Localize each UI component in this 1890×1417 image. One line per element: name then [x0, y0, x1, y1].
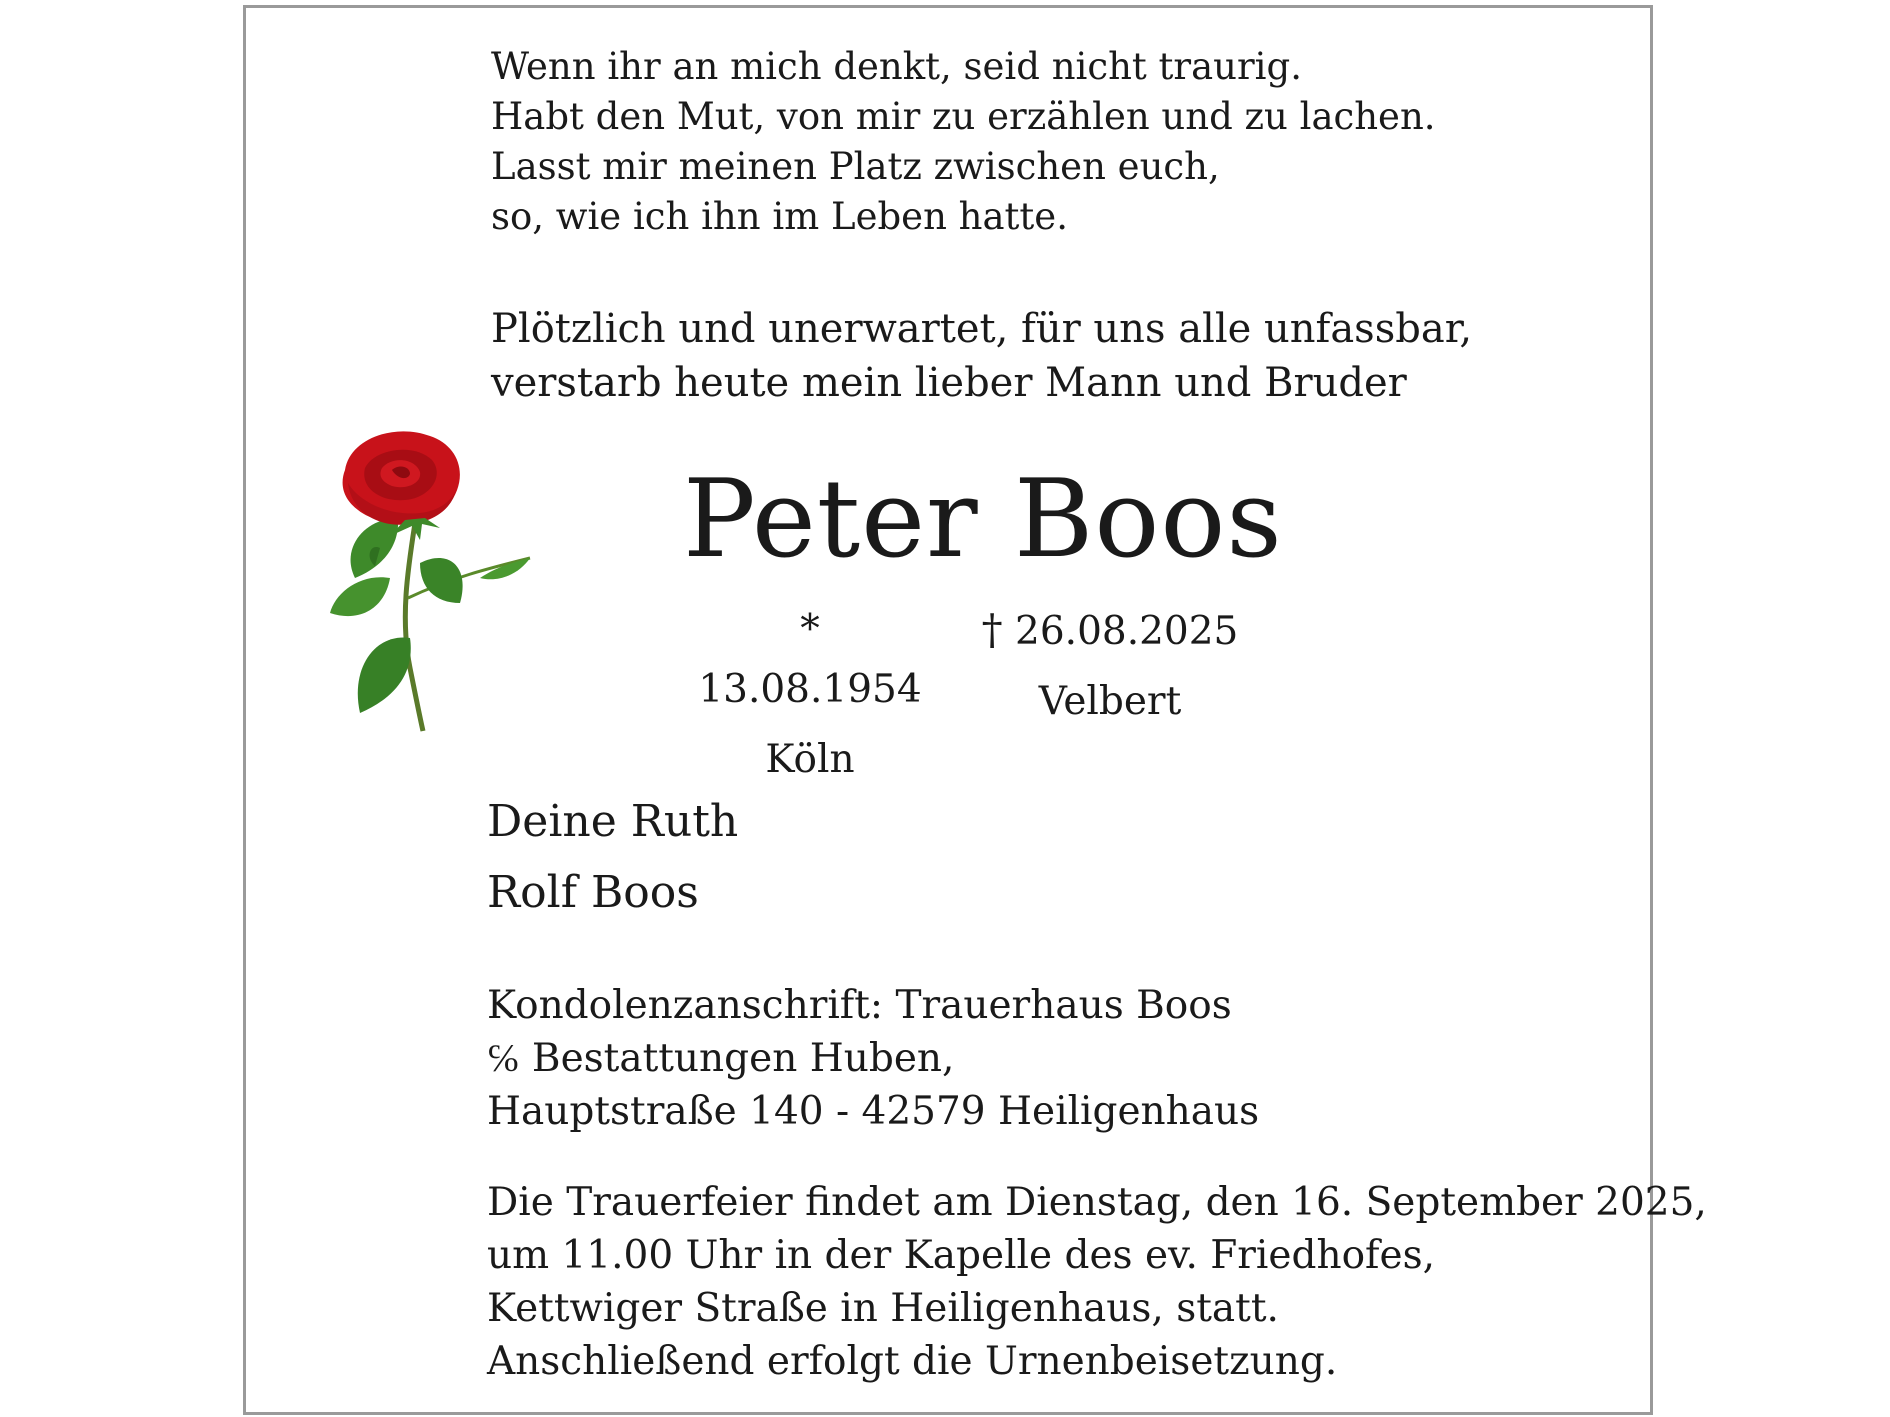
- death-date: 26.08.2025: [1015, 609, 1239, 654]
- deceased-name: Peter Boos: [683, 457, 1283, 582]
- rose-icon: [320, 428, 540, 733]
- ceremony-line: um 11.00 Uhr in der Kapelle des ev. Friedhofes,: [487, 1233, 1435, 1278]
- address-line: Hauptstraße 140 - 42579 Heiligenhaus: [487, 1089, 1260, 1134]
- ceremony-line: Anschließend erfolgt die Urnenbeisetzung.: [487, 1339, 1338, 1384]
- death-info: [980, 600, 1240, 732]
- poem-line: Wenn ihr an mich denkt, seid nicht traurig.: [491, 45, 1302, 88]
- death-date-line: [980, 600, 1240, 662]
- death-cross-icon: †: [981, 605, 1003, 654]
- address-line: ℅ Bestattungen Huben,: [487, 1036, 955, 1081]
- intro-line: verstarb heute mein lieber Mann und Bruder: [491, 360, 1407, 406]
- poem-line: so, wie ich ihn im Leben hatte.: [491, 195, 1068, 238]
- condolence-address: [487, 979, 1259, 1138]
- birth-place: Köln: [765, 737, 855, 782]
- poem-line: Habt den Mut, von mir zu erzählen und zu lachen.: [491, 95, 1436, 138]
- life-dates: [690, 600, 1250, 782]
- ceremony-info: [487, 1176, 1707, 1388]
- ceremony-line: Kettwiger Straße in Heiligenhaus, statt.: [487, 1286, 1279, 1331]
- birth-date-line: [690, 600, 930, 720]
- intro-text: [491, 302, 1472, 410]
- poem: [491, 42, 1436, 242]
- death-place: Velbert: [1038, 679, 1182, 724]
- mourner-name: Deine Ruth: [487, 796, 739, 847]
- ceremony-line: Die Trauerfeier findet am Dienstag, den 16. September 2025,: [487, 1180, 1707, 1225]
- birth-symbol: *: [800, 607, 820, 652]
- address-line: Kondolenzanschrift: Trauerhaus Boos: [487, 983, 1232, 1028]
- mourners: [487, 786, 738, 928]
- birth-date: 13.08.1954: [698, 667, 922, 712]
- intro-line: Plötzlich und unerwartet, für uns alle unfassbar,: [491, 306, 1473, 352]
- poem-line: Lasst mir meinen Platz zwischen euch,: [491, 145, 1220, 188]
- birth-info: [690, 600, 930, 790]
- mourner-name: Rolf Boos: [487, 867, 699, 918]
